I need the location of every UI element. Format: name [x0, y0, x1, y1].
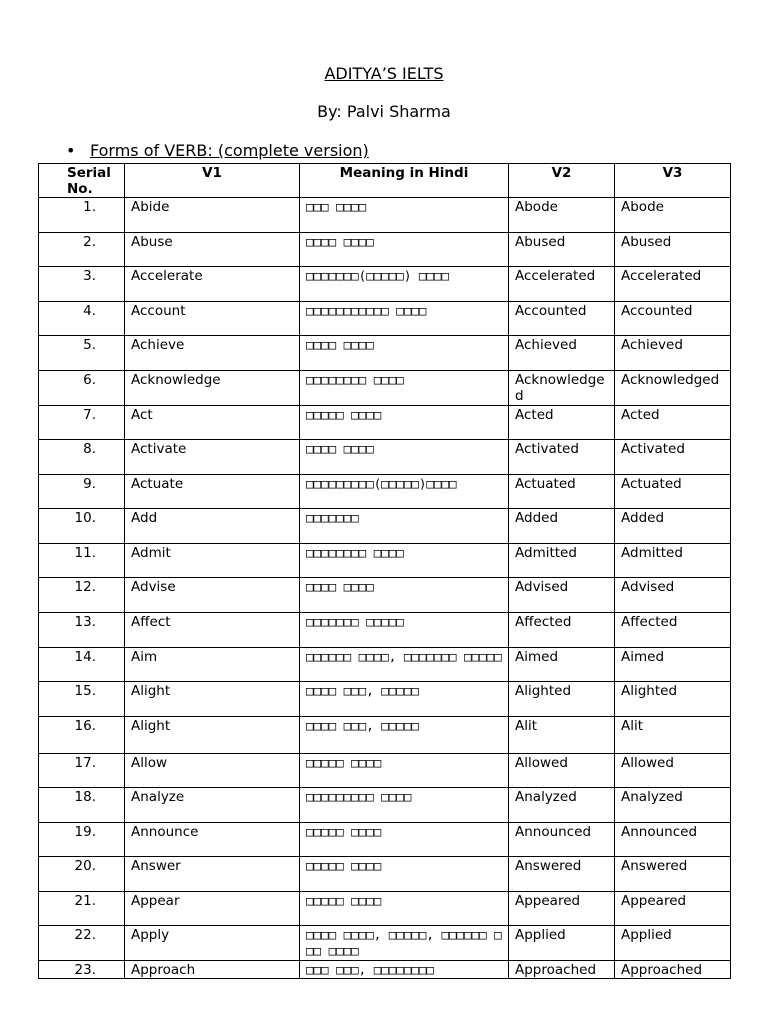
bullet-marker: • [66, 141, 76, 160]
serial-cell: 19. [39, 823, 125, 857]
table-row [39, 371, 731, 406]
v1-cell: Achieve [125, 336, 300, 371]
hindi-meaning-cell: □□□□□□ □□□□, □□□□□□□ □□□□□ [300, 648, 509, 682]
v2-cell: Added [509, 509, 615, 544]
table-row [39, 475, 731, 509]
v3-cell: Analyzed [615, 788, 731, 823]
header-v3: V3 [615, 164, 731, 198]
table-row [39, 544, 731, 578]
v1-cell: Approach [125, 961, 300, 979]
serial-cell: 11. [39, 544, 125, 578]
v2-cell: Announced [509, 823, 615, 857]
v2-cell: Alighted [509, 682, 615, 717]
v2-cell: Abode [509, 198, 615, 233]
v2-cell: Approached [509, 961, 615, 979]
v2-cell: Activated [509, 440, 615, 475]
serial-cell: 10. [39, 509, 125, 544]
table-row [39, 961, 731, 979]
serial-cell: 15. [39, 682, 125, 717]
v1-cell: Announce [125, 823, 300, 857]
v3-cell: Abused [615, 233, 731, 267]
hindi-meaning-cell: □□□□□□□(□□□□□) □□□□ [300, 267, 509, 302]
hindi-meaning-cell: □□□□ □□□□ [300, 233, 509, 267]
v1-cell: Abuse [125, 233, 300, 267]
v1-cell: Analyze [125, 788, 300, 823]
table-row [39, 578, 731, 613]
serial-cell: 20. [39, 857, 125, 892]
serial-cell: 3. [39, 267, 125, 302]
hindi-meaning-cell: □□□□□□□ [300, 509, 509, 544]
v2-cell: Abused [509, 233, 615, 267]
v1-cell: Alight [125, 717, 300, 754]
v3-cell: Acknowledged [615, 371, 731, 406]
v2-cell: Applied [509, 926, 615, 961]
hindi-meaning-cell: □□□□□□□□□□□ □□□□ [300, 302, 509, 336]
table-row [39, 302, 731, 336]
hindi-meaning-cell: □□□□□□□□□(□□□□□)□□□□ [300, 475, 509, 509]
hindi-meaning-cell: □□□□ □□□, □□□□□ [300, 682, 509, 717]
serial-cell: 4. [39, 302, 125, 336]
v2-cell: Actuated [509, 475, 615, 509]
v2-cell: Allowed [509, 754, 615, 788]
table-body [39, 198, 731, 979]
v2-cell: Affected [509, 613, 615, 648]
v3-cell: Answered [615, 857, 731, 892]
v3-cell: Added [615, 509, 731, 544]
serial-cell: 7. [39, 406, 125, 440]
serial-cell: 21. [39, 892, 125, 926]
hindi-meaning-cell: □□□□□ □□□□ [300, 857, 509, 892]
v3-cell: Alighted [615, 682, 731, 717]
v2-cell: Acted [509, 406, 615, 440]
table-row [39, 406, 731, 440]
table-row [39, 682, 731, 717]
table-row [39, 267, 731, 302]
v2-cell: Achieved [509, 336, 615, 371]
v1-cell: Abide [125, 198, 300, 233]
v3-cell: Aimed [615, 648, 731, 682]
serial-cell: 2. [39, 233, 125, 267]
v1-cell: Acknowledge [125, 371, 300, 406]
v3-cell: Admitted [615, 544, 731, 578]
serial-cell: 12. [39, 578, 125, 613]
v2-cell: Analyzed [509, 788, 615, 823]
v3-cell: Approached [615, 961, 731, 979]
v2-cell: Accounted [509, 302, 615, 336]
hindi-meaning-cell: □□□□ □□□□ [300, 336, 509, 371]
v1-cell: Apply [125, 926, 300, 961]
table-row [39, 788, 731, 823]
v2-cell: Appeared [509, 892, 615, 926]
table-row [39, 336, 731, 371]
v1-cell: Account [125, 302, 300, 336]
serial-cell: 13. [39, 613, 125, 648]
serial-cell: 8. [39, 440, 125, 475]
table-row [39, 509, 731, 544]
header-v1: V1 [125, 164, 300, 198]
table-row [39, 648, 731, 682]
hindi-meaning-cell: □□□□□□□□ □□□□ [300, 371, 509, 406]
table-row [39, 717, 731, 754]
v1-cell: Affect [125, 613, 300, 648]
section-heading [66, 141, 369, 160]
hindi-meaning-cell: □□□□ □□□□, □□□□□, □□□□□□ □□□ □□□□ [300, 926, 509, 961]
serial-cell: 22. [39, 926, 125, 961]
v1-cell: Aim [125, 648, 300, 682]
v3-cell: Acted [615, 406, 731, 440]
hindi-meaning-cell: □□□□□□□□□ □□□□ [300, 788, 509, 823]
serial-cell: 1. [39, 198, 125, 233]
serial-cell: 9. [39, 475, 125, 509]
header-serial-no: Serial No. [39, 164, 125, 198]
serial-cell: 18. [39, 788, 125, 823]
hindi-meaning-cell: □□□□□ □□□□ [300, 754, 509, 788]
v2-cell: Aimed [509, 648, 615, 682]
v3-cell: Activated [615, 440, 731, 475]
v1-cell: Answer [125, 857, 300, 892]
hindi-meaning-cell: □□□□ □□□, □□□□□ [300, 717, 509, 754]
v2-cell: Alit [509, 717, 615, 754]
hindi-meaning-cell: □□□□□□□□ □□□□ [300, 544, 509, 578]
table-row [39, 754, 731, 788]
v1-cell: Appear [125, 892, 300, 926]
table-row [39, 613, 731, 648]
v2-cell: Accelerated [509, 267, 615, 302]
v3-cell: Appeared [615, 892, 731, 926]
table-row [39, 440, 731, 475]
hindi-meaning-cell: □□□□□ □□□□ [300, 406, 509, 440]
table-row [39, 198, 731, 233]
document-title: ADITYA’S IELTS [324, 64, 444, 83]
table-row [39, 857, 731, 892]
header-meaning-hindi: Meaning in Hindi [300, 164, 509, 198]
v3-cell: Allowed [615, 754, 731, 788]
hindi-meaning-cell: □□□□□ □□□□ [300, 823, 509, 857]
v1-cell: Activate [125, 440, 300, 475]
hindi-meaning-cell: □□□□□ □□□□ [300, 892, 509, 926]
table-row [39, 233, 731, 267]
v1-cell: Allow [125, 754, 300, 788]
section-heading-text: Forms of VERB: (complete version) [90, 141, 369, 160]
v3-cell: Abode [615, 198, 731, 233]
v1-cell: Advise [125, 578, 300, 613]
v2-cell: Admitted [509, 544, 615, 578]
header-v2: V2 [509, 164, 615, 198]
hindi-meaning-cell: □□□□ □□□□ [300, 440, 509, 475]
v3-cell: Applied [615, 926, 731, 961]
hindi-meaning-cell: □□□ □□□, □□□□□□□□ [300, 961, 509, 979]
v1-cell: Actuate [125, 475, 300, 509]
serial-cell: 17. [39, 754, 125, 788]
serial-cell: 16. [39, 717, 125, 754]
table-row [39, 823, 731, 857]
serial-cell: 14. [39, 648, 125, 682]
v2-cell: Advised [509, 578, 615, 613]
v1-cell: Act [125, 406, 300, 440]
table-header-row [39, 164, 731, 198]
verb-forms-table [38, 163, 731, 979]
v1-cell: Admit [125, 544, 300, 578]
v1-cell: Alight [125, 682, 300, 717]
v3-cell: Alit [615, 717, 731, 754]
table-row [39, 892, 731, 926]
serial-cell: 6. [39, 371, 125, 406]
v3-cell: Actuated [615, 475, 731, 509]
v2-cell: Acknowledged [509, 371, 615, 406]
document-author: By: Palvi Sharma [317, 102, 451, 121]
v1-cell: Accelerate [125, 267, 300, 302]
hindi-meaning-cell: □□□ □□□□ [300, 198, 509, 233]
v3-cell: Accelerated [615, 267, 731, 302]
table-row [39, 926, 731, 961]
v2-cell: Answered [509, 857, 615, 892]
v1-cell: Add [125, 509, 300, 544]
v3-cell: Accounted [615, 302, 731, 336]
v3-cell: Achieved [615, 336, 731, 371]
v3-cell: Announced [615, 823, 731, 857]
hindi-meaning-cell: □□□□□□□ □□□□□ [300, 613, 509, 648]
serial-cell: 5. [39, 336, 125, 371]
serial-cell: 23. [39, 961, 125, 979]
hindi-meaning-cell: □□□□ □□□□ [300, 578, 509, 613]
v3-cell: Affected [615, 613, 731, 648]
v3-cell: Advised [615, 578, 731, 613]
